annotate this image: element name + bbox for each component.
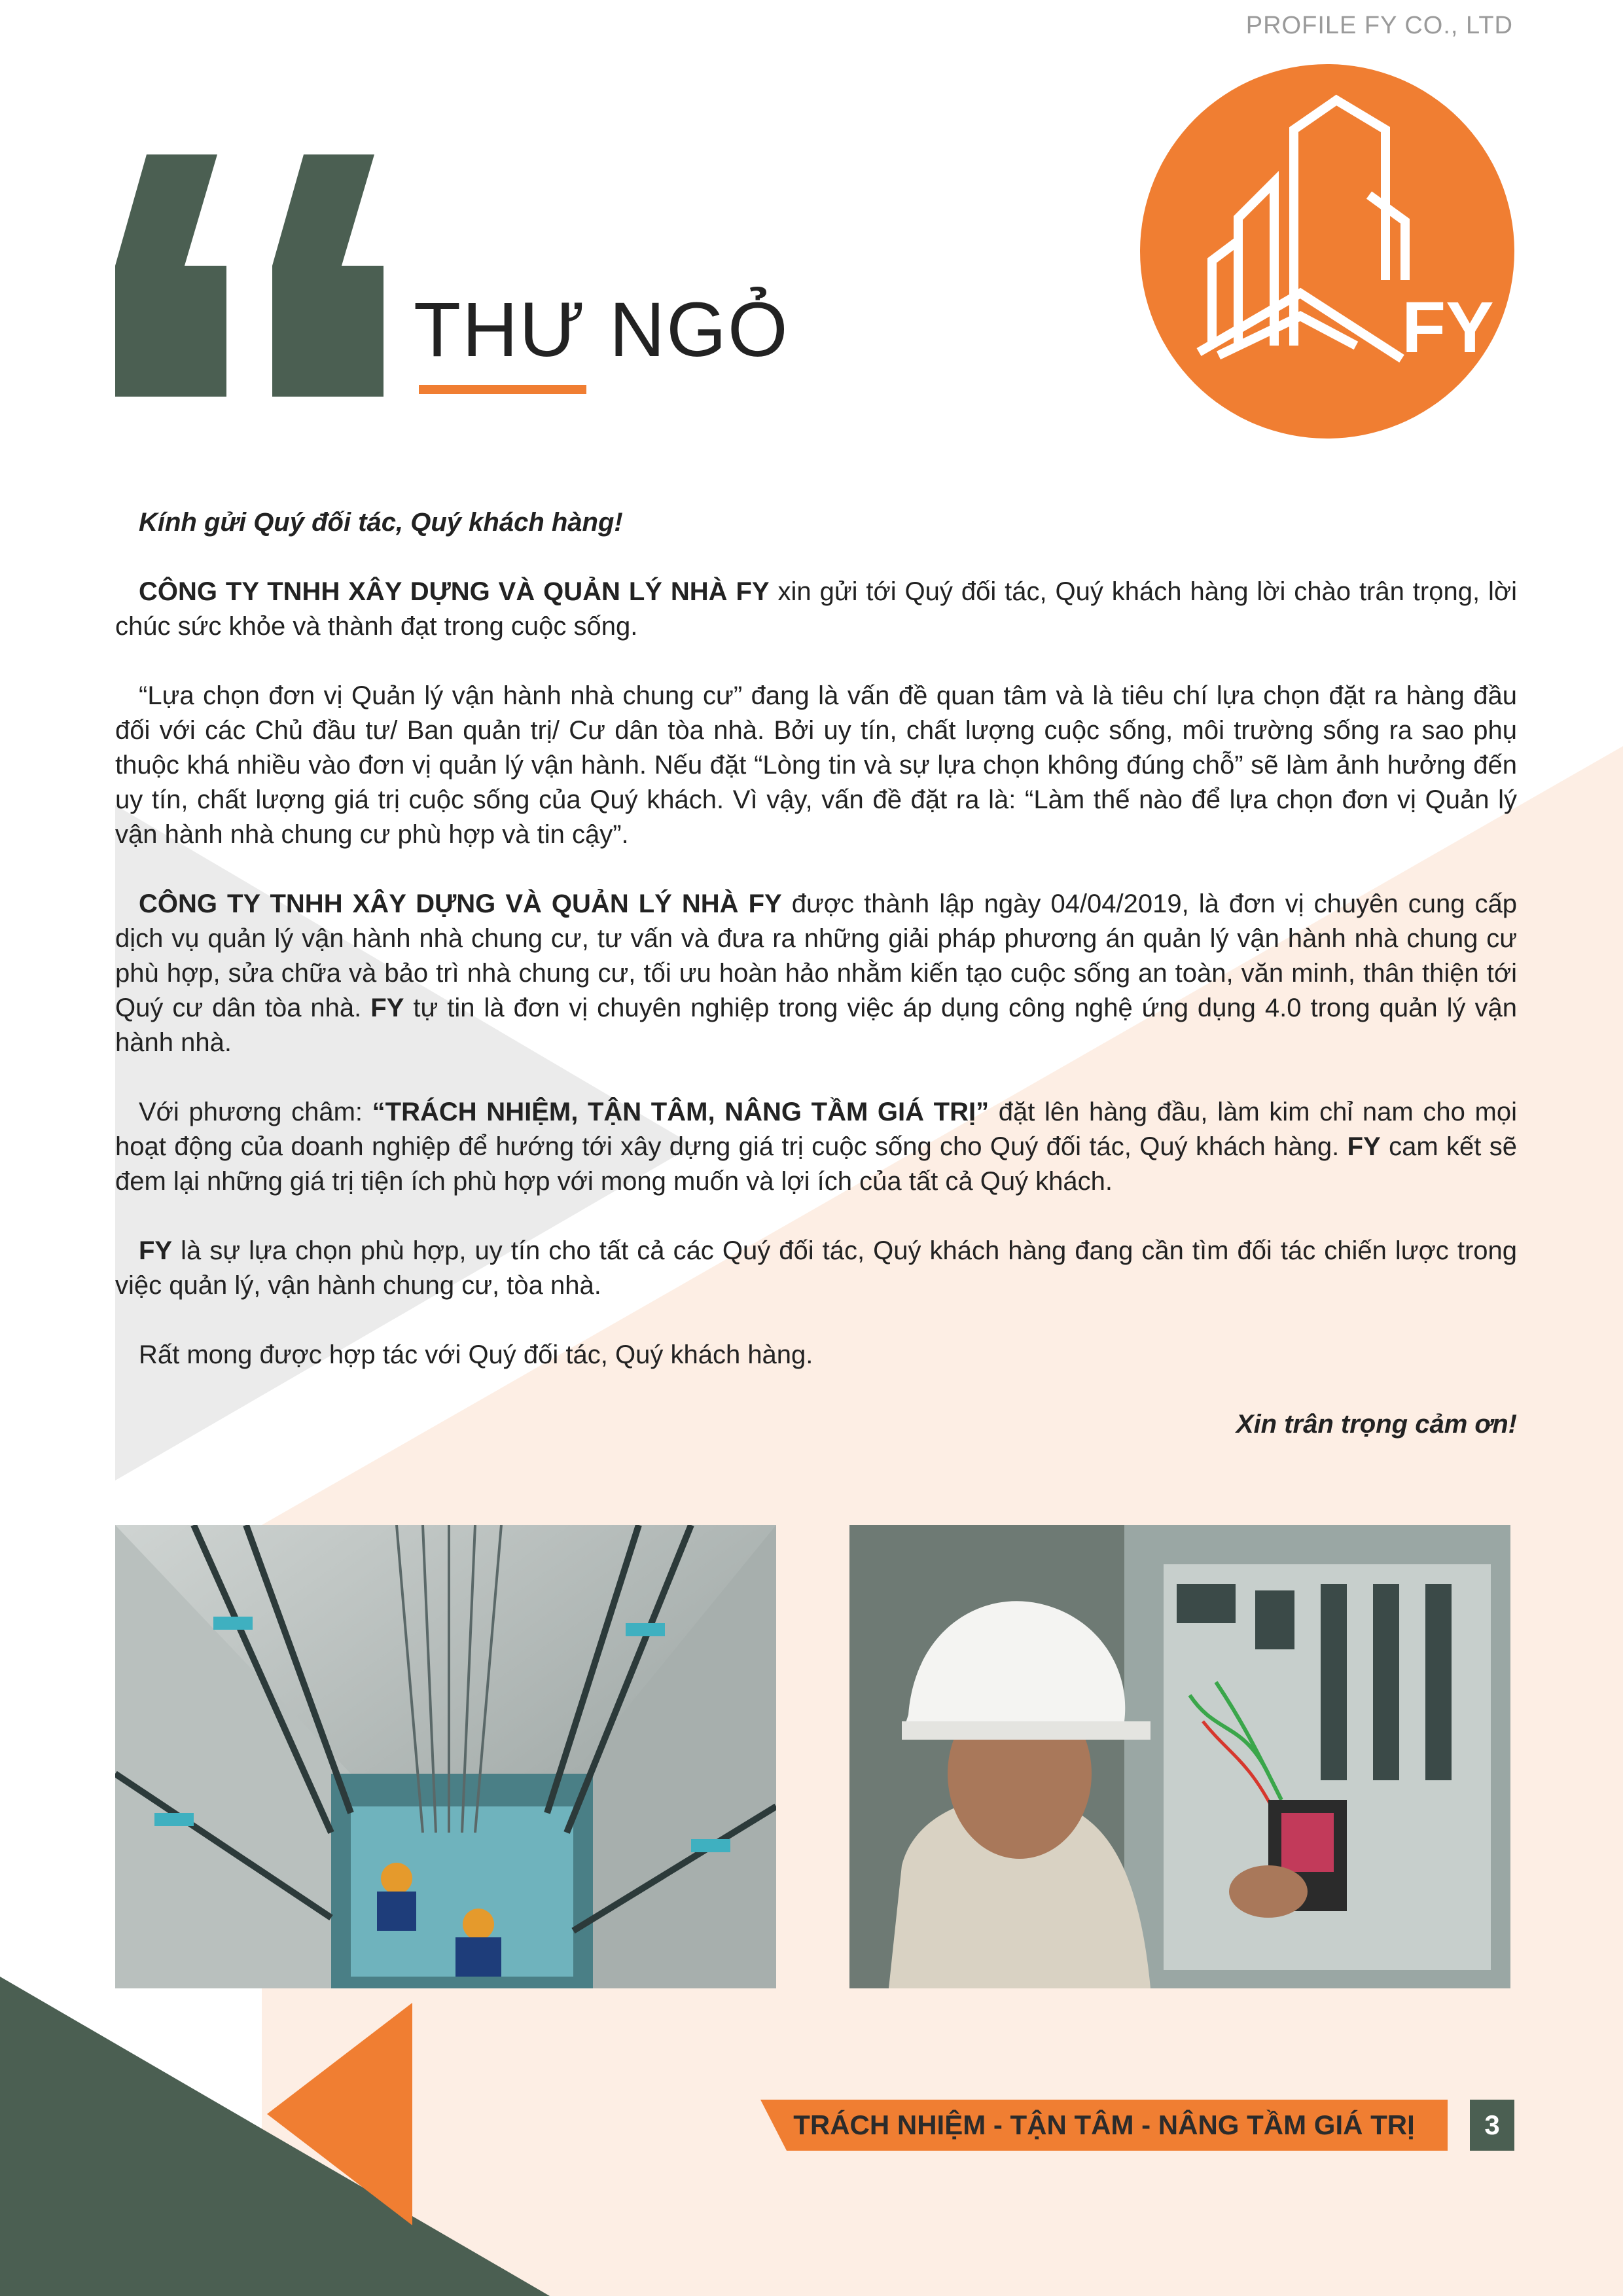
logo-text: FY bbox=[1402, 287, 1494, 368]
footer-slogan: TRÁCH NHIỆM - TẬN TÂM - NÂNG TẦM GIÁ TRỊ bbox=[793, 2109, 1415, 2140]
paragraph-text: cam kết sẽ đem lại những giá trị tiện ích phù hợp với mong muốn và lợi ích của tất cả Quý khách. bbox=[115, 1132, 1517, 1196]
letter-paragraph-2: “Lựa chọn đơn vị Quản lý vận hành nhà chung cư” đang là vấn đề quan tâm và là tiêu chí lựa chọn đặt ra hàng đầu đối với các Chủ đầu tư/ Ban quản trị/ Cư dân tòa nhà. Bởi uy tín, chất lượng cuộc sống, môi trường sống ra sao phụ thuộc khá nhiều vào đơn vị quản lý vận hành. Nếu đặt “Lòng tin và sự lựa chọn không đúng chỗ” sẽ làm ảnh hưởng đến uy tín, chất lượng giá trị cuộc sống của Quý khách. Vì vậy, vấn đề đặt ra là: “Làm thế nào để lựa chọn đơn vị Quản lý vận hành nhà chung cư phù hợp và tin cậy”. bbox=[115, 681, 1517, 849]
paragraph-text: tự tin là đơn vị chuyên nghiệp trong việc áp dụng công nghệ ứng dụng 4.0 trong quản lý vận hành nhà. bbox=[115, 994, 1517, 1057]
paragraph-text: xin gửi tới Quý đối tác, Quý khách hàng lời chào trân trọng, lời chúc sức khỏe và thành đạt trong cuộc sống. bbox=[115, 577, 1518, 641]
paragraph-text: đặt lên hàng đầu, làm kim chỉ nam cho mọi hoạt động của doanh nghiệp để hướng tới xây dựng giá trị cuộc sống cho Quý đối tác, Quý khách hàng. bbox=[115, 1098, 1517, 1161]
technician-photo bbox=[849, 1525, 1510, 1988]
paragraph-text: được thành lập ngày 04/04/2019, là đơn vị chuyên cung cấp dịch vụ quản lý vận hành nhà chung cư, tư vấn và đưa ra những giải pháp phương án quản lý vận hành nhà chung cư phù hợp, sửa chữa và bảo trì nhà chung cư, tối ưu hoàn hảo nhằm kiến tạo cuộc sống an toàn, văn minh, thân thiện tới Quý cư dân tòa nhà. bbox=[115, 889, 1517, 1022]
quote-marks-icon bbox=[115, 154, 403, 397]
elevator-shaft-photo bbox=[115, 1525, 776, 1988]
brand-name: FY bbox=[370, 994, 404, 1022]
letter-greeting: Kính gửi Quý đối tác, Quý khách hàng! bbox=[139, 508, 623, 537]
paragraph-text: Với phương châm: bbox=[139, 1098, 372, 1126]
page-title: THƯ NGỎ bbox=[414, 287, 789, 373]
brand-name: FY bbox=[139, 1236, 173, 1265]
letter-paragraph-6: Rất mong được hợp tác với Quý đối tác, Quý khách hàng. bbox=[139, 1340, 813, 1369]
header-label: PROFILE FY CO., LTD bbox=[1245, 12, 1513, 39]
company-name: CÔNG TY TNHH XÂY DỰNG VÀ QUẢN LÝ NHÀ FY bbox=[139, 577, 770, 606]
page-number: 3 bbox=[1470, 2100, 1514, 2151]
letter-closing: Xin trân trọng cảm ơn! bbox=[1236, 1410, 1517, 1439]
brand-name: FY bbox=[1347, 1132, 1381, 1161]
letter-paragraph-3 bbox=[115, 887, 1517, 1060]
company-name: CÔNG TY TNHH XÂY DỰNG VÀ QUẢN LÝ NHÀ FY bbox=[139, 889, 782, 918]
title-underline bbox=[419, 385, 586, 394]
motto: “TRÁCH NHIỆM, TẬN TÂM, NÂNG TẦM GIÁ TRỊ” bbox=[372, 1098, 990, 1126]
fy-logo bbox=[1140, 64, 1514, 439]
letter-paragraph-5 bbox=[115, 1234, 1517, 1303]
letter-body bbox=[115, 505, 1517, 1442]
letter-paragraph-1 bbox=[115, 575, 1517, 644]
paragraph-text: là sự lựa chọn phù hợp, uy tín cho tất cả các Quý đối tác, Quý khách hàng đang cần tìm đối tác chiến lược trong việc quản lý, vận hành chung cư, tòa nhà. bbox=[115, 1236, 1517, 1300]
letter-paragraph-4 bbox=[115, 1095, 1517, 1199]
